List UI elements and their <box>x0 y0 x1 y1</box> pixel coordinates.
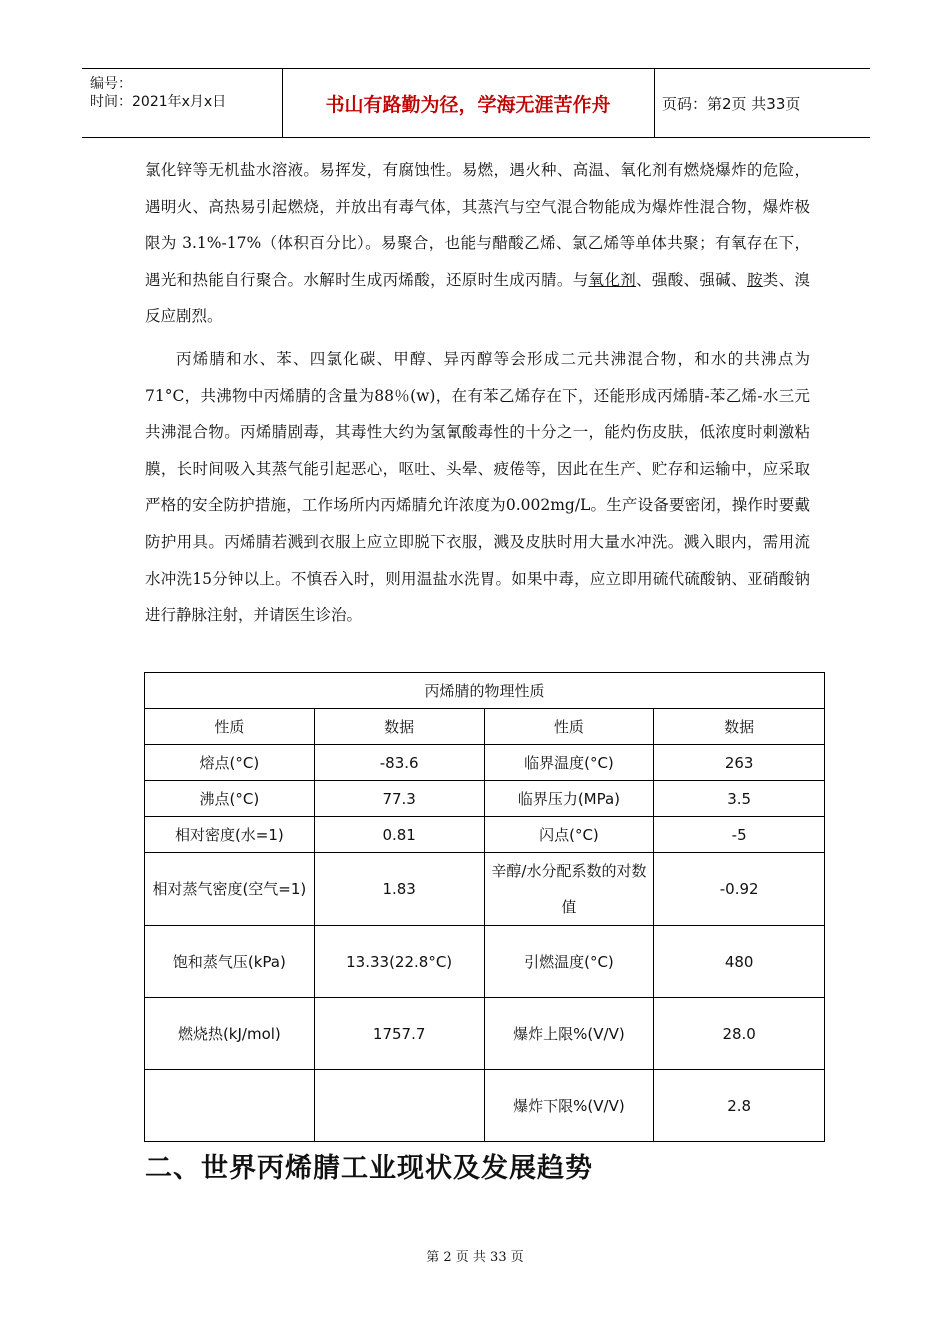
property-name: 燃烧热(kJ/mol) <box>145 998 315 1070</box>
column-header: 数据 <box>654 709 825 745</box>
page-header <box>82 68 870 138</box>
property-value: 13.33(22.8°C) <box>314 926 484 998</box>
property-value: 263 <box>654 745 825 781</box>
property-name: 引燃温度(°C) <box>484 926 654 998</box>
number-label: 编号： <box>90 76 132 92</box>
table-row <box>145 998 825 1070</box>
property-name: 相对蒸气密度(空气=1) <box>145 853 315 926</box>
property-value: -0.92 <box>654 853 825 926</box>
property-name: 熔点(°C) <box>145 745 315 781</box>
property-name: 饱和蒸气压(kPa) <box>145 926 315 998</box>
header-motto: 书山有路勤为径，学海无涯苦作舟 <box>282 69 655 137</box>
paragraph-1-text-b: 、强酸、强碱、 <box>636 270 747 289</box>
page-footer: 第 2 页 共 33 页 <box>426 1250 524 1265</box>
property-value: 77.3 <box>314 781 484 817</box>
link-amine[interactable]: 胺 <box>746 270 763 289</box>
header-page-info: 页码：第2页 共33页 <box>662 94 801 113</box>
table-row <box>145 1070 825 1142</box>
table-header-row <box>145 709 825 745</box>
property-value: 480 <box>654 926 825 998</box>
property-name: 沸点(°C) <box>145 781 315 817</box>
paragraph-1 <box>145 152 810 335</box>
property-value: 1.83 <box>314 853 484 926</box>
property-name: 闪点(°C) <box>484 817 654 853</box>
date-label: 时间：2021年x月x日 <box>90 94 227 110</box>
property-value: 2.8 <box>654 1070 825 1142</box>
link-oxidizer[interactable]: 氧化剂 <box>588 270 637 289</box>
property-name: 辛醇/水分配系数的对数值 <box>484 853 654 926</box>
property-value: 1757.7 <box>314 998 484 1070</box>
table-row <box>145 926 825 998</box>
paragraph-1-text-c: 类、溴反应剧烈。 <box>145 270 810 326</box>
paragraph-2: 丙烯腈和水、苯、四氯化碳、甲醇、异丙醇等会形成二元共沸混合物，和水的共沸点为71°C，共沸物中丙烯腈的含量为88％(w)，在有苯乙烯存在下，还能形成丙烯腈-苯乙烯-水三元共沸混合物。丙烯腈剧毒，其毒性大约为氢氰酸毒性的十分之一，能灼伤皮肤，低浓度时刺激粘膜，长时间吸入其蒸气能引起恶心，呕吐、头晕、疲倦等，因此在生产、贮存和运输中，应采取严格的安全防护措施，工作场所内丙烯腈允许浓度为0.002mg/L。生产设备要密闭，操作时要戴防护用具。丙烯腈若溅到衣服上应立即脱下衣服，溅及皮肤时用大量水冲洗。溅入眼内，需用流水冲洗15分钟以上。不慎吞入时，则用温盐水洗胃。如果中毒，应立即用硫代硫酸钠、亚硝酸钠进行静脉注射，并请医生诊治。 <box>145 349 810 625</box>
table-row <box>145 781 825 817</box>
property-value: 3.5 <box>654 781 825 817</box>
paragraph-1-text: 氯化锌等无机盐水溶液。易挥发，有腐蚀性。易燃，遇火种、高温、氧化剂有燃烧爆炸的危险，遇明火、高热易引起燃烧，并放出有毒气体，其蒸汽与空气混合物能成为爆炸性混合物，爆炸极限为 3.1%-17%（体积百分比）。易聚合，也能与醋酸乙烯、氯乙烯等单体共聚；有氧存在下，遇光和热能自行聚合。水解时生成丙烯酸，还原时生成丙腈。与 <box>145 161 810 289</box>
property-name: 临界压力(MPa) <box>484 781 654 817</box>
property-name: 爆炸上限%(V/V) <box>484 998 654 1070</box>
property-value <box>314 1070 484 1142</box>
property-value: 0.81 <box>314 817 484 853</box>
property-name: 相对密度(水=1) <box>145 817 315 853</box>
property-name: 爆炸下限%(V/V) <box>484 1070 654 1142</box>
table-caption-row <box>145 673 825 709</box>
column-header: 数据 <box>314 709 484 745</box>
property-value: 28.0 <box>654 998 825 1070</box>
section-heading: 二、世界丙烯腈工业现状及发展趋势 <box>145 1153 593 1184</box>
body-text <box>145 152 810 634</box>
property-value: -83.6 <box>314 745 484 781</box>
header-meta <box>82 69 283 137</box>
column-header: 性质 <box>145 709 315 745</box>
properties-table <box>144 672 825 1142</box>
table-caption: 丙烯腈的物理性质 <box>145 673 825 709</box>
table-row <box>145 853 825 926</box>
property-name <box>145 1070 315 1142</box>
column-header: 性质 <box>484 709 654 745</box>
table-row <box>145 817 825 853</box>
property-name: 临界温度(°C) <box>484 745 654 781</box>
property-value: -5 <box>654 817 825 853</box>
table-row <box>145 745 825 781</box>
